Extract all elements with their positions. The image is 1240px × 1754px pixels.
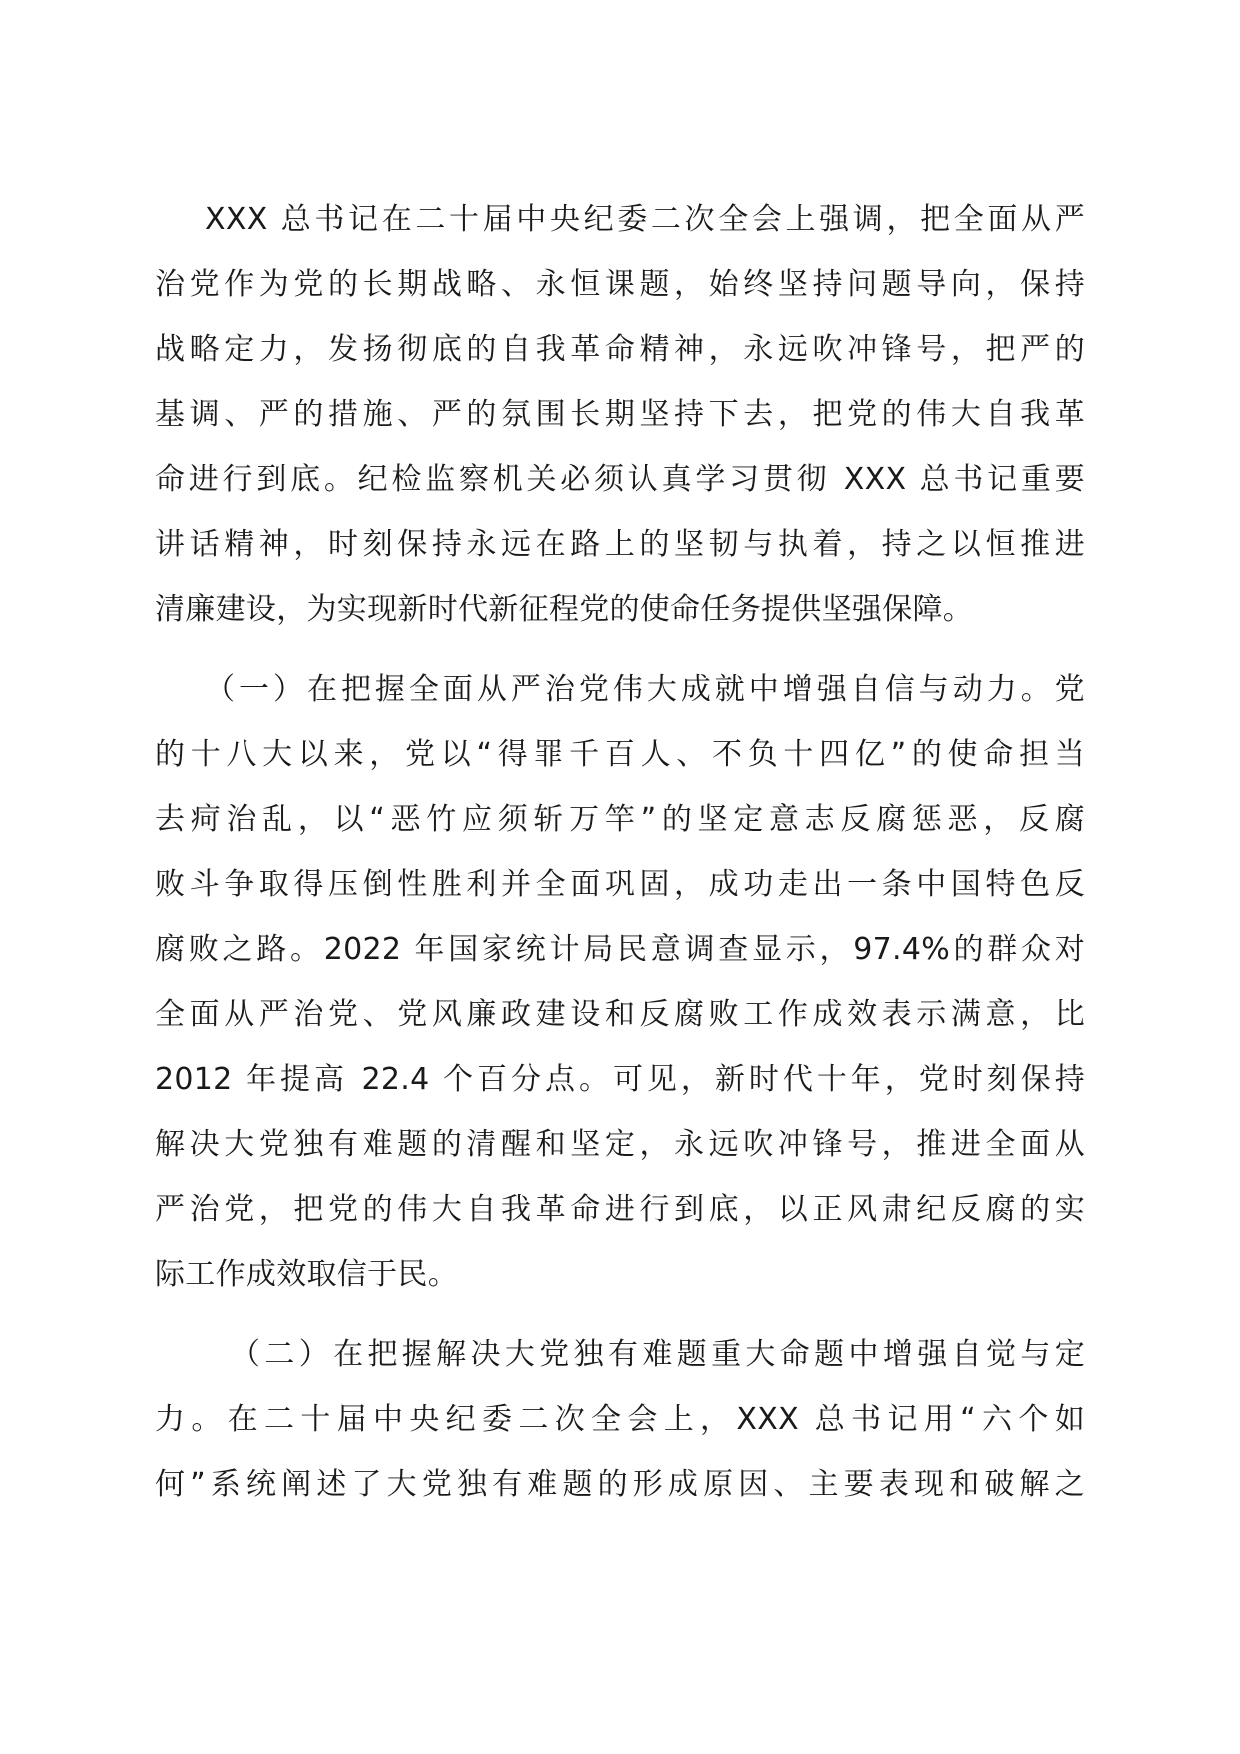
text-line: 战略定力，发扬彻底的自我革命精神，永远吹冲锋号，把严的	[155, 332, 1085, 367]
paragraph-spacer	[155, 642, 1085, 657]
text-line: 严治党，把党的伟大自我革命进行到底，以正风肃纪反腐的实	[155, 1192, 1085, 1227]
text-line: （二）在把握解决大党独有难题重大命题中增强自觉与定	[230, 1337, 1085, 1372]
text-line: （一）在把握全面从严治党伟大成就中增强自信与动力。党	[205, 672, 1085, 707]
text-line: 解决大党独有难题的清醒和坚定，永远吹冲锋号，推进全面从	[155, 1127, 1085, 1162]
text-line: 腐败之路。2022 年国家统计局民意调查显示，97.4%的群众对	[155, 932, 1085, 967]
text-line: 败斗争取得压倒性胜利并全面巩固，成功走出一条中国特色反	[155, 867, 1085, 902]
text-line: 清廉建设，为实现新时代新征程党的使命任务提供坚强保障。	[155, 592, 974, 627]
text-line: 讲话精神，时刻保持永远在路上的坚韧与执着，持之以恒推进	[155, 527, 1085, 562]
text-line: 基调、严的措施、严的氛围长期坚持下去，把党的伟大自我革	[155, 397, 1085, 432]
text-line: XXX 总书记在二十届中央纪委二次全会上强调，把全面从严	[205, 202, 1085, 237]
text-line: 际工作成效取信于民。	[155, 1257, 458, 1292]
text-line: 治党作为党的长期战略、永恒课题，始终坚持问题导向，保持	[155, 267, 1085, 302]
text-line: 全面从严治党、党风廉政建设和反腐败工作成效表示满意，比	[155, 997, 1085, 1032]
text-line: 2012 年提高 22.4 个百分点。可见，新时代十年，党时刻保持	[155, 1062, 1085, 1097]
paragraph-intro	[155, 187, 1085, 642]
paragraph-section-two	[155, 1322, 1085, 1517]
paragraph-spacer	[155, 1307, 1085, 1322]
text-line: 命进行到底。纪检监察机关必须认真学习贯彻 XXX 总书记重要	[155, 462, 1085, 497]
text-line: 何”系统阐述了大党独有难题的形成原因、主要表现和破解之	[155, 1467, 1085, 1502]
paragraph-section-one	[155, 657, 1085, 1307]
text-line: 的十八大以来，党以“得罪千百人、不负十四亿”的使命担当	[155, 737, 1085, 772]
document-body	[155, 187, 1085, 1517]
text-line: 力。在二十届中央纪委二次全会上，XXX 总书记用“六个如	[155, 1402, 1085, 1437]
text-line: 去疴治乱，以“恶竹应须斩万竿”的坚定意志反腐惩恶，反腐	[155, 802, 1085, 837]
